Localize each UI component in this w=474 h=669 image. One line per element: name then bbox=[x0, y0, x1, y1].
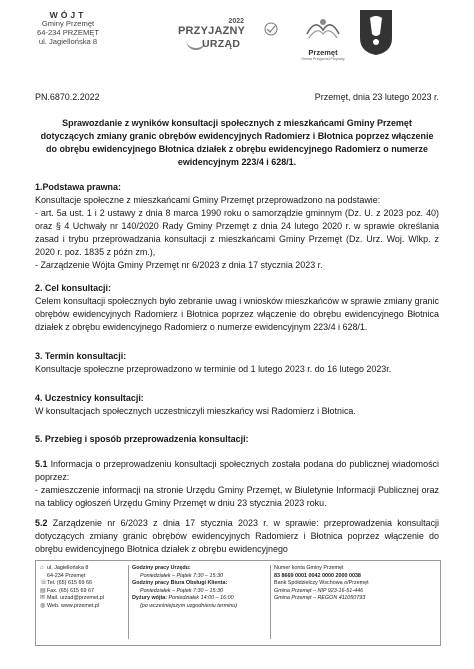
fax-icon: ▤ bbox=[40, 587, 46, 594]
logo-line1: PRZYJAZNY bbox=[178, 25, 246, 37]
reference-number: PN.6870.2.2022 bbox=[35, 92, 100, 102]
web-icon: ◍ bbox=[40, 602, 46, 609]
section-1-body: Konsultacje społeczne z mieszkańcami Gminy Przemęt przeprowadzono na podstawie: bbox=[35, 195, 381, 205]
stamp-line: 64-234 PRZEMĘT bbox=[36, 28, 100, 38]
section-1-item: - Zarządzenie Wójta Gminy Przemęt nr 6/2023 z dnia 17 stycznia 2023 r. bbox=[35, 260, 323, 270]
duty-hours: Poniedziałek 14:00 – 16:00 bbox=[168, 595, 234, 602]
bok-hours: Poniedziałek – Piątek 7:30 – 15:30 bbox=[140, 587, 224, 594]
place-date: Przemęt, dnia 23 lutego 2023 r. bbox=[314, 92, 439, 102]
logo-line2: URZĄD bbox=[202, 38, 241, 50]
logo-year: 2022 bbox=[228, 18, 244, 25]
section-5-1-item: - zamieszczenie informacji na stronie Urzędu Gminy Przemęt, w Biuletynie Informacji Publicznej oraz na tablicy ogłoszeń Urzędu Gminy Przemęt w dniu 23 stycznia 2023 roku. bbox=[35, 485, 439, 508]
duty-title: Dyżury wójta: bbox=[132, 595, 168, 602]
location-icon: ⌂ bbox=[40, 565, 44, 571]
footer-contact bbox=[40, 565, 124, 611]
letterhead bbox=[0, 0, 474, 70]
footer-hours bbox=[132, 565, 262, 611]
stamp-title: WÓJT bbox=[49, 10, 87, 20]
section-5-2 bbox=[35, 517, 439, 556]
website-link[interactable]: Web. www.przemet.pl bbox=[47, 602, 100, 609]
section-5-2-body: Zarządzenie nr 6/2023 z dnia 17 stycznia 2023 r. w sprawie: przeprowadzenia konsultacji dotyczących zmiany granic obrębów ewidencyjnych Radomierz i Błotnica poprzez włączenie do obrębu ewidencyjnego Błotnica działek z obrębu ewidencyjnego bbox=[35, 518, 440, 554]
email-link[interactable]: Mail. urzad@przemet.pl bbox=[47, 595, 105, 602]
footer bbox=[35, 560, 441, 646]
footer-bank bbox=[274, 565, 436, 603]
office-stamp bbox=[20, 10, 116, 56]
section-3-body: Konsultacje społeczne przeprowadzono w terminie od 1 lutego 2023 r. do 16 lutego 2023r. bbox=[35, 364, 392, 374]
contact-text: Tel. (65) 615 69 66 bbox=[47, 580, 92, 587]
coat-of-arms-icon bbox=[358, 8, 394, 56]
contact-text: 64-234 Przemęt bbox=[47, 572, 86, 579]
contact-row[interactable] bbox=[40, 603, 124, 611]
waves-icon bbox=[303, 14, 343, 42]
office-hours-title: Godziny pracy Urzędu: bbox=[132, 565, 191, 571]
regon-number: Gmina Przemęt – REGON 411050793 bbox=[274, 595, 366, 602]
nip-number: Gmina Przemęt – NIP 923-16-51-446 bbox=[274, 587, 364, 594]
przyjazny-urzad-logo bbox=[178, 18, 252, 52]
duty-note: (po wcześniejszym uzgodnieniu terminu) bbox=[140, 602, 238, 609]
section-5-1 bbox=[35, 458, 439, 484]
section-2-body: Celem konsultacji społecznych było zebranie uwag i wniosków mieszkańców w sprawie zmiany granic obrębów ewidencyjnych Radomierz i Błotnica poprzez włączenie do obrębu ewidencyjnego Błotnica działek z obrębu ewidencyjnego Radomierz o numerze ewidencyjnym 223/4 i 628/1. bbox=[35, 296, 439, 332]
bank-name: Bank Spółdzielczy Wschowa o/Przemęt bbox=[274, 580, 369, 587]
crest-name: Przemęt bbox=[308, 48, 338, 57]
contact-row bbox=[40, 573, 124, 581]
mail-icon: ✉ bbox=[40, 595, 46, 602]
stamp-line: ul. Jagiellońska 8 bbox=[38, 37, 98, 47]
section-5-1-body: Informacja o przeprowadzeniu konsultacji społecznych została podana do publicznej wiadomości poprzez: bbox=[35, 459, 439, 482]
section-3-heading: 3. Termin konsultacji: bbox=[35, 351, 127, 361]
document-title: Sprawozdanie z wyników konsultacji społecznych z mieszkańcami Gminy Przemęt dotyczących zmiany granic obrębów ewidencyjnych Radomierz i Błotnica poprzez włączenie do obrębu ewidencyjnego Błotnica działek z obrębu ewidencyjnego Radomierz o numerze ewidencyjnym 223/4 i 628/1. bbox=[40, 118, 434, 167]
crest-subtitle: Gmina Przyjaznej Przyrody bbox=[301, 57, 345, 61]
contact-row bbox=[40, 565, 124, 573]
quality-mark-icon bbox=[258, 22, 284, 50]
contact-row bbox=[40, 588, 124, 596]
phone-icon: ☏ bbox=[40, 580, 48, 587]
section-2-heading: 2. Cel konsultacji: bbox=[35, 283, 111, 293]
bok-hours-title: Godziny pracy Biura Obsługi Klienta: bbox=[132, 580, 228, 587]
section-4-heading: 4. Uczestnicy konsultacji: bbox=[35, 393, 144, 403]
contact-text: ul. Jagiellońska 8 bbox=[47, 565, 89, 571]
section-4-body: W konsultacjach społecznych uczestniczyli mieszkańcy wsi Radomierz i Błotnica. bbox=[35, 406, 356, 416]
section-5-1-number: 5.1 bbox=[35, 459, 48, 469]
gmina-logo bbox=[300, 14, 346, 61]
bank-title: Numer konta Gminy Przemęt bbox=[274, 565, 344, 571]
section-1-item: - art. 5a ust. 1 i 2 ustawy z dnia 8 marca 1990 roku o samorządzie gminnym (Dz. U. z 2023 poz. 40) oraz § 4 Uchwały nr 140/2020 Rady Gminy Przemęt z dnia 24 lutego 2020 r. w sprawie określania zasad i trybu przeprowadzania konsultacji z mieszkańcami Gminy Przemęt (Dz. Urz. Woj. Wlkp. z 2020 r. poz. 1835 z późn zm.), bbox=[35, 208, 439, 257]
footer-divider bbox=[128, 565, 129, 639]
contact-row bbox=[40, 580, 124, 588]
stamp-line: Gminy Przemęt bbox=[41, 19, 95, 29]
contact-row[interactable] bbox=[40, 595, 124, 603]
section-5-heading: 5. Przebieg i sposób przeprowadzenia konsultacji: bbox=[35, 434, 249, 444]
footer-divider bbox=[270, 565, 271, 639]
section-1-heading: 1.Podstawa prawna: bbox=[35, 182, 121, 192]
contact-text: Fax. (65) 615 69 67 bbox=[47, 587, 95, 594]
section-5-2-number: 5.2 bbox=[35, 518, 48, 528]
bank-account: 83 8669 0001 0042 0000 2000 0038 bbox=[274, 572, 361, 579]
office-hours: Poniedziałek – Piątek 7:30 – 15:30 bbox=[140, 572, 224, 579]
